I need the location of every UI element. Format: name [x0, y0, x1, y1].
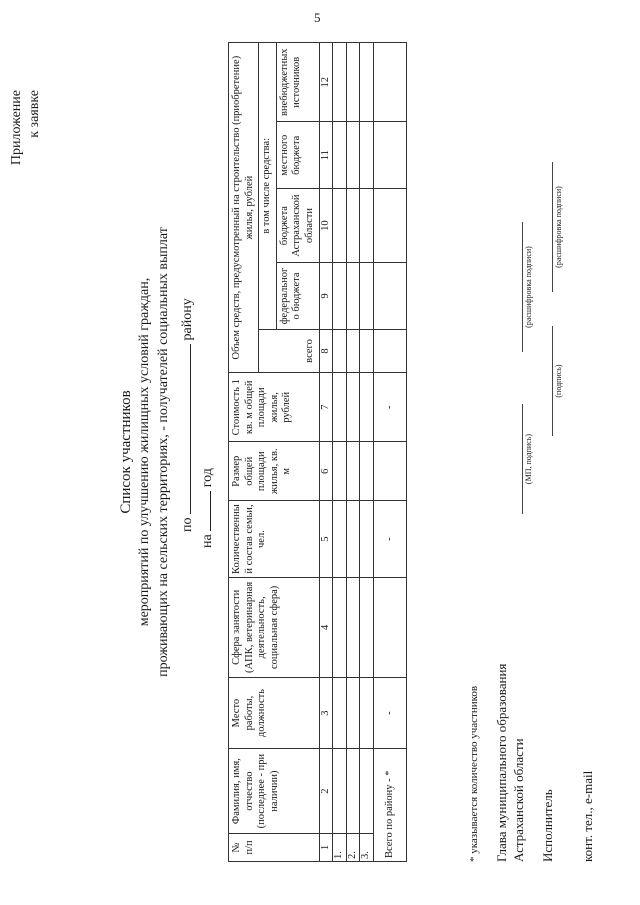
rotated-page [0, 12, 640, 892]
col-num: 5 [319, 501, 333, 578]
col-num: 7 [319, 373, 333, 442]
col-num: 9 [319, 263, 333, 330]
header-local-budget: местного бюджета [276, 122, 319, 189]
title-line-1: Список участников [118, 390, 134, 514]
header-family-size: Количественный состав семьи, чел. [229, 501, 320, 578]
table-row [346, 43, 360, 862]
title-rayonu: району [180, 298, 195, 341]
col-num: 12 [319, 43, 333, 122]
header-area: Размер общей площади жилья, кв. м [229, 442, 320, 501]
document-title [116, 12, 174, 892]
title-year-line [198, 468, 216, 548]
executor-decoding-line [552, 162, 553, 292]
head-decoding-line [522, 222, 523, 352]
executor-signature-line [552, 326, 553, 436]
row-number: 2. [346, 833, 360, 861]
title-district-line [178, 298, 196, 532]
row-number: 1. [333, 833, 347, 861]
col-num: 11 [319, 122, 333, 189]
participants-table [228, 42, 407, 862]
row-number: 3. [360, 833, 374, 861]
contact-label: конт. тел., e-mail [580, 770, 595, 862]
header-workplace: Место работы, должность [229, 677, 320, 749]
head-signature-line [522, 404, 523, 514]
year-blank [198, 491, 211, 531]
total-workplace: - [373, 677, 406, 749]
table-row [360, 43, 374, 862]
header-regional-budget: бюджета Астраханской области [276, 189, 319, 263]
appendix-line-2: к заявке [26, 90, 42, 138]
total-row [373, 43, 406, 862]
header-extrabudgetary: внебюджетных источников [276, 43, 319, 122]
head-cap-signature: (МП, подпись) [524, 433, 533, 485]
total-family-size: - [373, 501, 406, 578]
table-row [333, 43, 347, 862]
col-num: 4 [319, 577, 333, 677]
header-total: всего [259, 329, 319, 373]
head-cap-decoding: (расшифровка подписи) [524, 246, 533, 328]
executor-cap-decoding: (расшифровка подписи) [554, 186, 563, 268]
col-num: 3 [319, 677, 333, 749]
executor-label: Исполнитель [540, 789, 555, 862]
header-including: в том числе средства: [259, 43, 277, 330]
district-blank [178, 344, 191, 514]
head-line-2: Астраханской области [510, 738, 526, 862]
title-po: по [180, 517, 195, 532]
header-cost-per-sqm: Стоимость 1 кв. м общей площади жилья, рублей [229, 373, 320, 442]
header-federal-budget: федерального бюджета [276, 263, 319, 330]
appendix-line-1: Приложение [9, 90, 24, 166]
title-god: год [200, 468, 215, 488]
header-employment-sphere: Сфера занятости (АПК, ветеринарная деятельность, социальная сфера) [229, 577, 320, 677]
page-number: 5 [314, 10, 321, 25]
total-label: Всего по району - * [373, 749, 406, 862]
col-num: 2 [319, 749, 333, 833]
title-na: на [200, 534, 215, 548]
title-line-2: мероприятий по улучшению жилищных условий граждан, [137, 277, 153, 627]
header-funds-group: Объем средств, предусмотренный на строительство (приобретение) жилья, рублей [229, 43, 259, 373]
header-number: № п/п [229, 833, 320, 861]
column-number-row [319, 43, 333, 862]
footnote: * указывается количество участников [468, 685, 480, 862]
appendix-label [8, 90, 43, 165]
title-line-3: проживающих на сельских территориях, - получателей социальных выплат [156, 227, 172, 677]
col-num: 10 [319, 189, 333, 263]
header-full-name: Фамилия, имя, отчество (последнее - при наличии) [229, 749, 320, 833]
head-line-1: Глава муниципального образования [494, 663, 509, 862]
col-num: 1 [319, 833, 333, 861]
executor-cap-signature: (подпись) [554, 364, 563, 398]
total-cost: - [373, 373, 406, 442]
head-title [494, 664, 528, 862]
col-num: 6 [319, 442, 333, 501]
col-num: 8 [319, 329, 333, 373]
